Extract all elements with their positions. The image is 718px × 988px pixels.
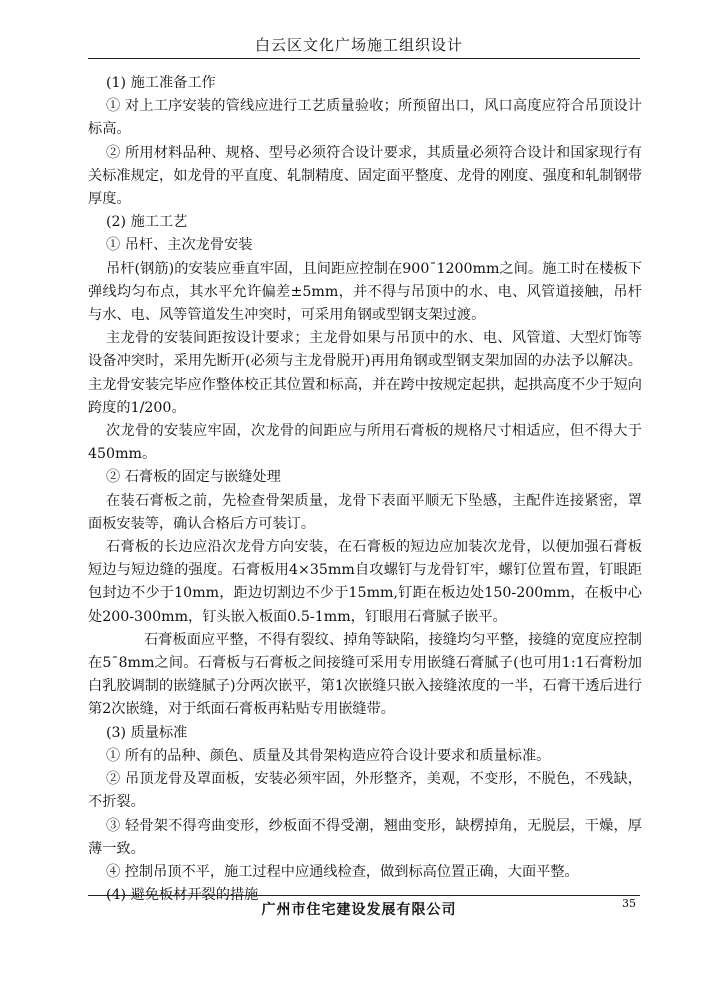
footer-rule	[88, 895, 640, 896]
paragraph: ① 对上工序安装的管线应进行工艺质量验收；所预留出口，风口高度应符合吊顶设计标高。	[88, 98, 642, 138]
paragraph: ③ 轻骨架不得弯曲变形，纱板面不得受潮，翘曲变形，缺楞掉角，无脱层，干燥，厚薄一致。	[88, 817, 642, 857]
document-body	[88, 72, 642, 907]
paragraph: 石膏板面应平整，不得有裂纹、掉角等缺陷，接缝均匀平整，接缝的宽度应控制在5¯8mm之间。石膏板与石膏板之间接缝可采用专用嵌缝石膏腻子(也可用1:1石膏粉加白乳胶调制的嵌缝腻子)分两次嵌平，第1次嵌缝只嵌入接缝浓度的一半，石膏干透后进行第2次嵌缝，对于纸面石膏板再粘贴专用嵌缝带。	[88, 631, 642, 718]
paragraph: ② 所用材料品种、规格、型号必须符合设计要求，其质量必须符合设计和国家现行有关标准规定，如龙骨的平直度、轧制精度、固定面平整度、龙骨的刚度、强度和轧制钢带厚度。	[88, 144, 642, 208]
heading-crack-prevention: (4) 避免板材开裂的措施	[106, 887, 259, 904]
subheading: ② 石膏板的固定与嵌缝处理	[106, 469, 281, 486]
paragraph: 石膏板的长边应沿次龙骨方向安装，在石膏板的短边应加装次龙骨，以便加强石膏板短边与短边缝的强度。石膏板用4×35mm自攻螺钉与龙骨钉牢，螺钉位置布置，钉眼距包封边不少于10mm，距边切割边不少于15mm,钉距在板边处150-200mm，在板中心处200-300mm，钉头嵌入板面0.5-1mm，钉眼用石膏腻子嵌平。	[88, 539, 642, 625]
paragraph: 次龙骨的安装应牢固，次龙骨的间距应与所用石膏板的规格尺寸相适应，但不得大于450mm。	[88, 423, 642, 463]
header-rule	[88, 58, 640, 59]
footer-company: 广州市住宅建设发展有限公司	[261, 902, 457, 918]
paragraph: 吊杆(钢筋)的安装应垂直牢固，且间距应控制在900¯1200mm之间。施工时在楼板下弹线均匀布点，其水平允许偏差±5mm，并不得与吊顶中的水、电、风管道接触，吊杆与水、电、风等管道发生冲突时，可采用角钢或型钢支架过渡。	[88, 260, 642, 324]
paragraph: ② 吊顶龙骨及罩面板，安装必须牢固，外形整齐，美观，不变形，不脱色，不残缺，不折裂。	[88, 771, 642, 811]
page-number: 35	[622, 897, 636, 910]
paragraph: ④ 控制吊顶不平，施工过程中应通线检查，做到标高位置正确，大面平整。	[106, 863, 579, 880]
paragraph: 主龙骨的安装间距按设计要求；主龙骨如果与吊顶中的水、电、风管道、大型灯饰等设备冲突时，采用先断开(必须与主龙骨脱开)再用角钢或型钢支架加固的办法予以解决。主龙骨安装完毕应作整体校正其位置和标高，并在跨中按规定起拱，起拱高度不少于短向跨度的1/200。	[88, 330, 642, 416]
subheading: ① 吊杆、主次龙骨安装	[106, 237, 253, 254]
heading-construction-preparation: (1) 施工准备工作	[106, 75, 216, 91]
paragraph: ① 所有的品种、颜色、质量及其骨架构造应符合设计要求和质量标准。	[106, 747, 551, 764]
heading-quality-standard: (3) 质量标准	[106, 724, 188, 741]
header-title: 白云区文化广场施工组织设计	[254, 36, 463, 54]
heading-construction-process: (2) 施工工艺	[106, 214, 188, 231]
paragraph: 在装石膏板之前，先检查骨架质量，龙骨下表面平顺无下坠感，主配件连接紧密，罩面板安装等，确认合格后方可装订。	[88, 492, 642, 532]
